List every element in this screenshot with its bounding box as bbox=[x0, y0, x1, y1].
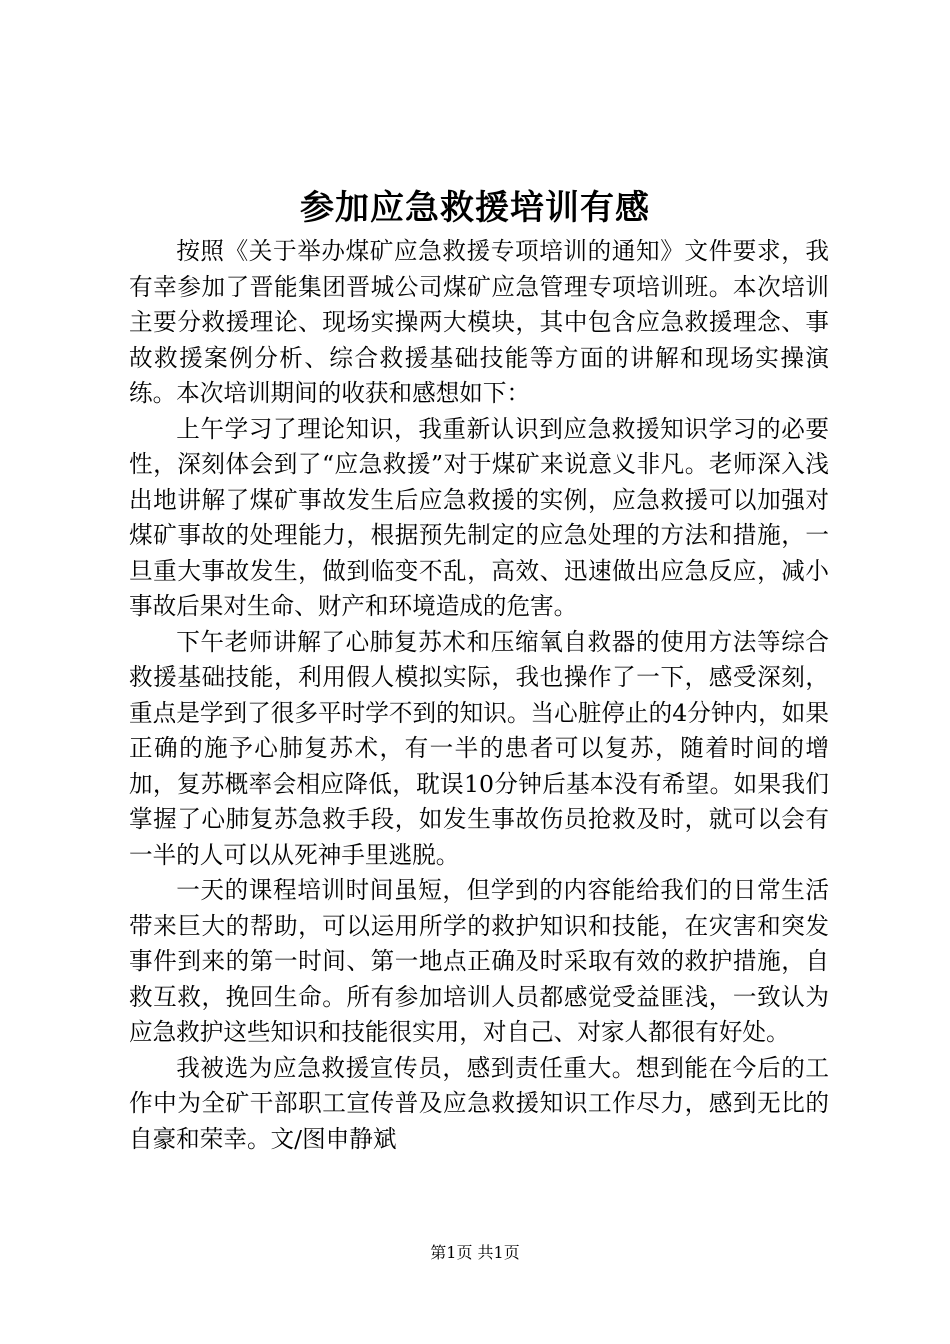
document-body bbox=[129, 234, 829, 1157]
document-title: 参加应急救援培训有感 bbox=[300, 188, 650, 228]
paragraph-conclusion: 我被选为应急救援宣传员，感到责任重大。想到能在今后的工作中为全矿干部职工宣传普及应急救援知识工作尽力，感到无比的自豪和荣幸。文/图申静斌 bbox=[129, 1053, 829, 1153]
page-footer: 第1页 共1页 bbox=[430, 1243, 520, 1262]
paragraph-benefits: 一天的课程培训时间虽短，但学到的内容能给我们的日常生活带来巨大的帮助，可以运用所学的救护知识和技能，在灾害和突发事件到来的第一时间、第一地点正确及时采取有效的救护措施，自救互救，挽回生命。所有参加培训人员都感觉受益匪浅，一致认为应急救护这些知识和技能很实用，对自己、对家人都很有好处。 bbox=[129, 876, 829, 1046]
paragraph-morning-theory: 上午学习了理论知识，我重新认识到应急救援知识学习的必要性，深刻体会到了“应急救援”对于煤矿来说意义非凡。老师深入浅出地讲解了煤矿事故发生后应急救援的实例，应急救援可以加强对煤矿事故的处理能力，根据预先制定的应急处理的方法和措施，一旦重大事故发生，做到临变不乱，高效、迅速做出应急反应，减小事故后果对生命、财产和环境造成的危害。 bbox=[129, 414, 829, 620]
paragraph-afternoon-skills: 下午老师讲解了心肺复苏术和压缩氧自救器的使用方法等综合救援基础技能，利用假人模拟实际，我也操作了一下，感受深刻，重点是学到了很多平时学不到的知识。当心脏停止的4分钟内，如果正确的施予心肺复苏术，有一半的患者可以复苏，随着时间的增加，复苏概率会相应降低，耽误10分钟后基本没有希望。如果我们掌握了心肺复苏急救手段，如发生事故伤员抢救及时，就可以会有一半的人可以从死神手里逃脱。 bbox=[129, 627, 829, 869]
paragraph-intro: 按照《关于举办煤矿应急救援专项培训的通知》文件要求，我有幸参加了晋能集团晋城公司煤矿应急管理专项培训班。本次培训主要分救援理论、现场实操两大模块，其中包含应急救援理念、事故救援案例分析、综合救援基础技能等方面的讲解和现场实操演练。本次培训期间的收获和感想如下： bbox=[129, 237, 829, 407]
